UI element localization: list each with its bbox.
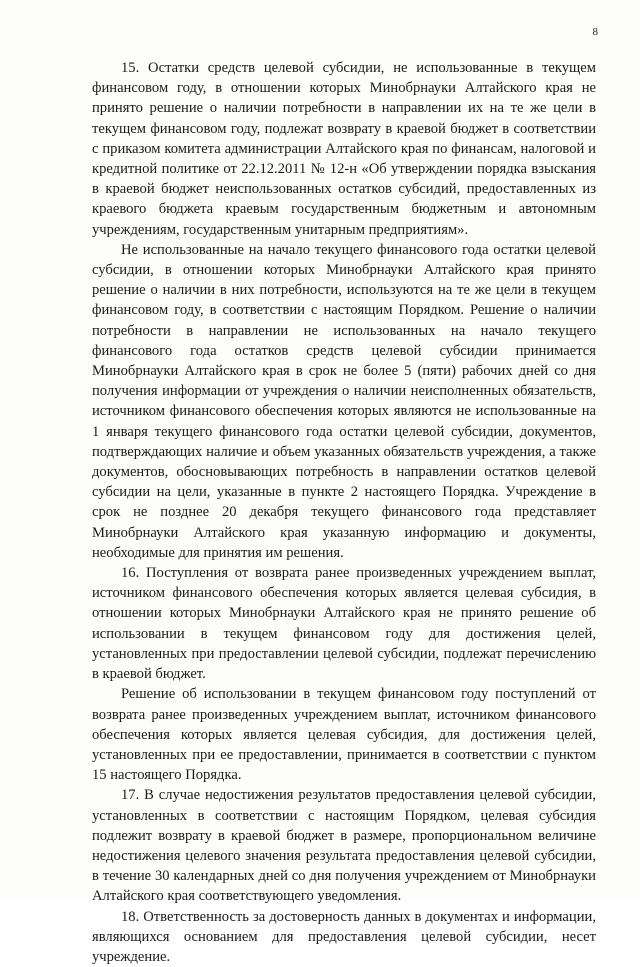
paragraph-16: 16. Поступления от возврата ранее произведенных учреждением выплат, источником финансового обеспечения которых является целевая субсидия, в отношении которых Минобрнауки Алтайского края не принято решение об использовании в текущем финансовом году для достижения целей, установленных при предоставлении целевой субсидии, подлежат перечислению в краевой бюджет. [92, 565, 596, 683]
paragraph-16-decision: Решение об использовании в текущем финансовом году поступлений от возврата ранее произведенных учреждением выплат, источником финансового обеспечения которых является целевая субсидия, для достижения целей, установленных при ее предоставлении, принимается в соответствии с пунктом 15 настоящего Порядка. [92, 686, 596, 784]
paragraph-18: 18. Ответственность за достоверность данных в документах и информации, являющихся основанием для предоставления целевой субсидии, несет учреждение. [92, 908, 596, 965]
document-body [92, 58, 596, 967]
page-number: 8 [592, 26, 598, 38]
paragraph-15-unused-balances: Не использованные на начало текущего финансового года остатки целевой субсидии, в отношении которых Минобрнауки Алтайского края принято решение о наличии в них потребности, используются на те же цели в текущем финансовом году, в соответствии с настоящим Порядком. Решение о наличии потребности в направлении не использованных на начало текущего финансового года остатков средств целевой субсидии принимается Минобрнауки Алтайского края в срок не более 5 (пяти) рабочих дней со дня получения информации от учреждения о наличии неисполненных обязательств, источником финансового обеспечения которых являются не использованные на 1 января текущего финансового года остатки целевой субсидии, документов, подтверждающих наличие и объем указанных обязательств учреждения, а также документов, обосновывающих потребность в направлении остатков целевой субсидии на цели, указанные в пункте 2 настоящего Порядка. Учреждение в срок не позднее 20 декабря текущего финансового года представляет Минобрнауки Алтайского края указанную информацию и документы, необходимые для принятия им решения. [92, 241, 596, 561]
paragraph-17: 17. В случае недостижения результатов предоставления целевой субсидии, установленных в соответствии с настоящим Порядком, целевая субсидия подлежит возврату в краевой бюджет в размере, пропорциональном величине недостижения целевого значения результата предоставления целевой субсидии, в течение 30 календарных дней со дня получения учреждением от Минобрнауки Алтайского края соответствующего уведомления. [92, 787, 596, 905]
paragraph-15: 15. Остатки средств целевой субсидии, не использованные в текущем финансовом году, в отношении которых Минобрнауки Алтайского края не принято решение о наличии потребности в направлении их на те же цели в текущем финансовом году, подлежат возврату в краевой бюджет в соответствии с приказом комитета администрации Алтайского края по финансам, налоговой и кредитной политике от 22.12.2011 № 12-н «Об утверждении порядка взыскания в краевой бюджет неиспользованных остатков субсидий, предоставленных из краевого бюджета краевым государственным бюджетным и автономным учреждениям, государственным унитарным предприятиям». [92, 60, 596, 238]
